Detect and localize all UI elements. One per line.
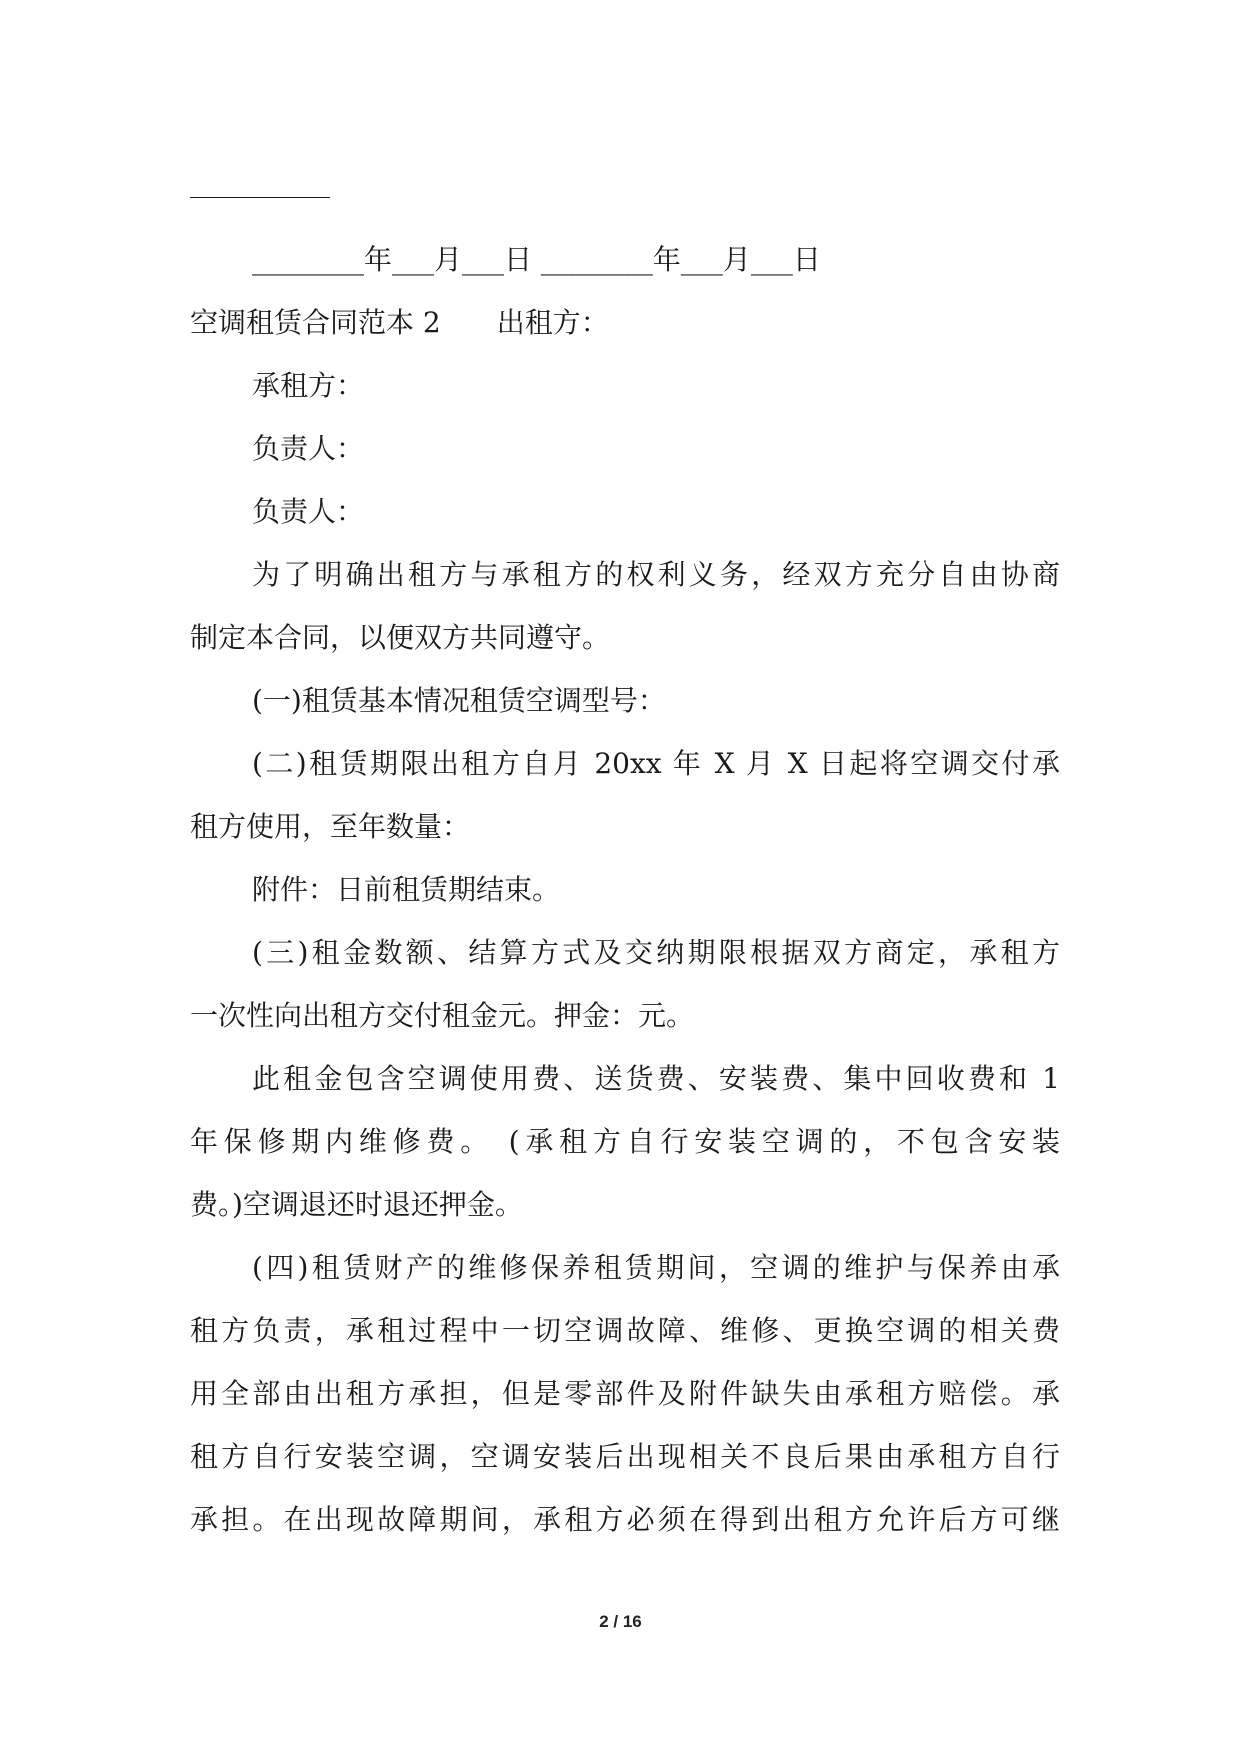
paragraph-line: 此租金包含空调使用费、送货费、安装费、集中回收费和 1: [252, 1062, 1060, 1095]
paragraph-line: 为了明确出租方与承租方的权利义务，经双方充分自由协商: [252, 558, 1060, 591]
page-number: 2 / 16: [599, 1612, 642, 1631]
paragraph-line: 租方使用，至年数量：: [190, 810, 471, 843]
paragraph-line: 负责人：: [252, 432, 365, 465]
paragraph-line: 费。)空调退还时退还押金。: [190, 1188, 523, 1221]
paragraph-line: (三)租金数额、结算方式及交纳期限根据双方商定，承租方: [252, 936, 1060, 969]
paragraph-line: 租方负责，承租过程中一切空调故障、维修、更换空调的相关费: [190, 1314, 1060, 1347]
paragraph-line: 承担。在出现故障期间，承租方必须在得到出租方允许后方可继: [190, 1503, 1060, 1536]
paragraph-line: 用全部由出租方承担，但是零部件及附件缺失由承租方赔偿。承: [190, 1377, 1060, 1410]
paragraph-line: 附件：日前租赁期结束。: [252, 873, 561, 906]
date-line: ________年___月___日 ________年___月___日: [252, 243, 821, 276]
paragraph-line: 租方自行安装空调，空调安装后出现相关不良后果由承租方自行: [190, 1440, 1060, 1473]
paragraph-line: 年保修期内维修费。 (承租方自行安装空调的，不包含安装: [190, 1125, 1060, 1158]
paragraph-line: 制定本合同，以便双方共同遵守。: [190, 621, 611, 654]
paragraph-line: 承租方：: [252, 369, 365, 402]
signature-rule: [190, 197, 330, 198]
section-title: 空调租赁合同范本 2 出租方：: [190, 306, 609, 339]
paragraph-line: 负责人：: [252, 495, 365, 528]
paragraph-line: (一)租赁基本情况租赁空调型号：: [252, 684, 666, 717]
paragraph-line: (二)租赁期限出租方自月 20xx 年 X 月 X 日起将空调交付承: [252, 747, 1060, 780]
paragraph-line: (四)租赁财产的维修保养租赁期间，空调的维护与保养由承: [252, 1251, 1060, 1284]
paragraph-line: 一次性向出租方交付租金元。押金：元。: [190, 999, 695, 1032]
